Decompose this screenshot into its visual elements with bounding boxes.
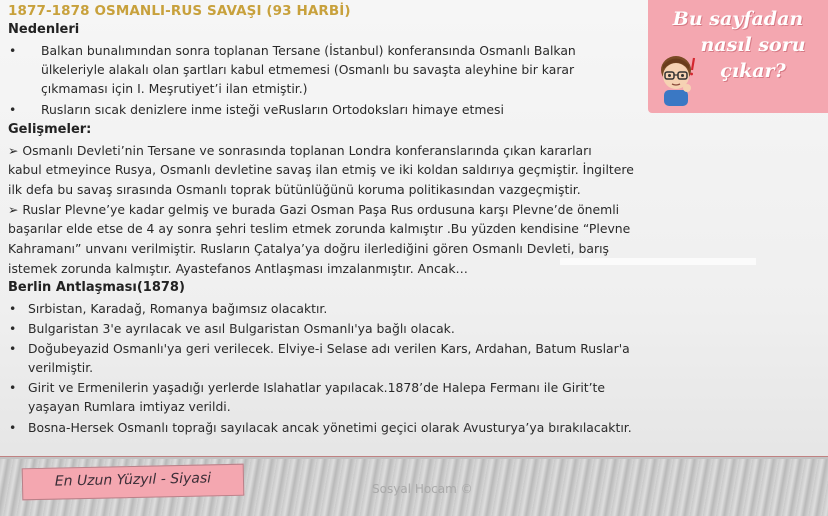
footer-watermark: Sosyal Hocam © xyxy=(372,482,473,496)
paragraph-line: ilk defa bu savaş sırasında Osmanlı toprak bütünlüğünü koruma politikasından vazgeçmiştir. xyxy=(8,182,581,197)
question-badge xyxy=(648,0,828,113)
list-item-line: Bosna-Hersek Osmanlı toprağı sayılacak ancak yönetimi geçici olarak Avusturya’ya bırakılacaktır. xyxy=(28,420,632,435)
bullet-dot: • xyxy=(9,321,17,336)
list-item-line: ülkeleriyle alakalı olan şartları kabul etmemesi (Osmanlı bu savaşta aleyhine bir karar xyxy=(41,62,575,77)
list-item-line: Doğubeyazid Osmanlı'ya geri verilecek. Elviye-i Selase adı verilen Kars, Ardahan, Batum Ruslar'a xyxy=(28,341,630,356)
list-item-line: Bulgaristan 3'e ayrılacak ve asıl Bulgaristan Osmanlı'ya bağlı olacak. xyxy=(28,321,455,336)
list-item-line: Sırbistan, Karadağ, Romanya bağımsız olacaktır. xyxy=(28,301,328,316)
paragraph-line: Kahramanı” unvanı verilmiştir. Rusların Çatalya’ya doğru ilerlediğini gören Osmanlı Devleti, barış xyxy=(8,241,609,256)
bullet-dot: • xyxy=(9,102,17,117)
bullet-dot: • xyxy=(9,380,17,395)
paragraph-line: ➢ Osmanlı Devleti’nin Tersane ve sonrasında toplanan Londra konferanslarında çıkan kararları xyxy=(8,143,592,158)
page-title: 1877-1878 OSMANLI-RUS SAVAŞI (93 HARBİ) xyxy=(8,3,351,19)
list-item-line: yaşayan Rumlara imtiyaz verildi. xyxy=(28,399,231,414)
badge-line: çıkar? xyxy=(720,60,786,82)
thinking-boy-icon xyxy=(654,50,698,106)
topic-tag-label: En Uzun Yüzyıl - Siyasi xyxy=(54,470,212,490)
bullet-dot: • xyxy=(9,301,17,316)
list-item-line: Balkan bunalımından sonra toplanan Tersane (İstanbul) konferansında Osmanlı Balkan xyxy=(41,43,576,58)
bullet-dot: • xyxy=(9,43,17,58)
list-item-line: Girit ve Ermenilerin yaşadığı yerlerde Islahatlar yapılacak.1878’de Halepa Fermanı ile Girit’te xyxy=(28,380,606,395)
section-heading-nedenleri: Nedenleri xyxy=(8,22,80,37)
section-heading-gelismeler: Gelişmeler: xyxy=(8,122,92,137)
topic-tag xyxy=(22,464,245,501)
badge-line: Bu sayfadan xyxy=(672,8,804,30)
paragraph-line: başarılar elde etse de 4 ay sonra şehri teslim etmek zorunda kalmıştır .Bu yüzden kendisine “Plevne xyxy=(8,221,631,236)
list-item-line: verilmiştir. xyxy=(28,360,94,375)
bullet-dot: • xyxy=(9,341,17,356)
badge-line: nasıl soru xyxy=(700,34,806,56)
paragraph-line: kabul etmeyince Rusya, Osmanlı devletine savaş ilan etmiş ve iki koldan saldırıya geçmiştir. İngiltere xyxy=(8,162,634,177)
section-heading-berlin: Berlin Antlaşması(1878) xyxy=(8,280,185,295)
list-item-line: çıkmaması için I. Meşrutiyet’i ilan etmiştir.) xyxy=(41,81,308,96)
decorative-bar xyxy=(560,258,756,265)
paragraph-line: istemek zorunda kalmıştır. Ayastefanos Antlaşması imzalanmıştır. Ancak… xyxy=(8,261,468,276)
bullet-dot: • xyxy=(9,420,17,435)
paragraph-line: ➢ Ruslar Plevne’ye kadar gelmiş ve burada Gazi Osman Paşa Rus ordusuna karşı Plevne’de önemli xyxy=(8,202,620,217)
list-item-line: Rusların sıcak denizlere inme isteği veRusların Ortodoksları himaye etmesi xyxy=(41,102,504,117)
